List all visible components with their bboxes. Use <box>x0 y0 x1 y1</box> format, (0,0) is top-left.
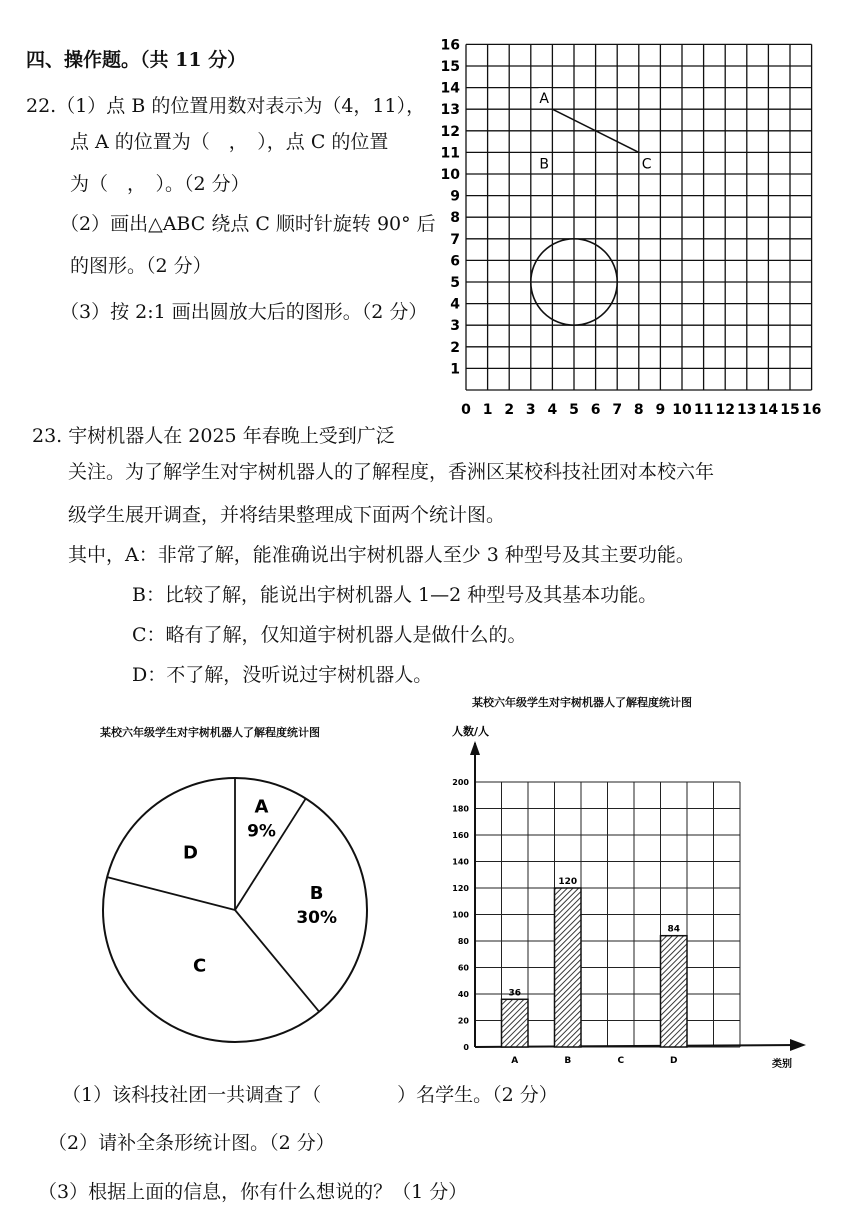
x-tick-label: 14 <box>758 402 779 418</box>
x-tick-label: 13 <box>737 402 757 418</box>
y-tick-label: 1 <box>450 361 460 378</box>
x-tick-label: 0 <box>461 402 471 418</box>
x-tick-label: 7 <box>612 402 623 418</box>
x-tick-label: 8 <box>633 402 644 418</box>
x-tick-label: 3 <box>525 402 536 418</box>
q22-line2: 点 A 的位置为（ ， ），点 C 的位置 <box>70 131 389 153</box>
bar-title: 某校六年级学生对宇树机器人了解程度统计图 <box>472 696 692 709</box>
y-tick-label: 20 <box>457 1016 469 1026</box>
y-tick-label: 140 <box>452 857 469 867</box>
pie-slice-label: B <box>309 882 324 904</box>
x-tick-label: 9 <box>655 402 666 418</box>
coordinate-grid <box>440 28 820 420</box>
bar-D <box>661 936 688 1047</box>
y-tick-label: 4 <box>450 296 460 313</box>
x-tick-label: 16 <box>801 402 822 418</box>
y-tick-label: 7 <box>450 231 460 248</box>
section-title: 四、操作题。（共 11 分） <box>26 49 247 71</box>
pie-slice-label: C <box>193 955 207 977</box>
bar-A <box>502 999 529 1047</box>
point-label: A <box>539 91 549 108</box>
y-tick-label: 100 <box>452 910 469 920</box>
x-tick-label: 2 <box>504 402 515 418</box>
q23-sub1: （1）该科技社团一共调查了（ ）名学生。（2 分） <box>62 1084 558 1106</box>
x-tick-label: 10 <box>672 402 692 418</box>
x-axis-label: 类别 <box>772 1059 792 1070</box>
y-tick-label: 9 <box>450 188 460 205</box>
x-tick-label: 1 <box>482 402 493 418</box>
pie-slice-percent: 30% <box>296 907 338 928</box>
y-tick-label: 0 <box>463 1043 469 1052</box>
pie-title: 某校六年级学生对宇树机器人了解程度统计图 <box>100 726 320 739</box>
x-tick-label: 6 <box>590 402 601 418</box>
bar-value-label: 120 <box>558 877 578 887</box>
q22-line5: 的图形。（2 分） <box>70 255 212 277</box>
q23-line7: D：不了解，没听说过宇树机器人。 <box>132 664 433 686</box>
y-tick-label: 14 <box>440 80 460 97</box>
x-tick-label: 11 <box>693 402 714 418</box>
q23-line4: 其中，A：非常了解，能准确说出宇树机器人至少 3 种型号及其主要功能。 <box>68 544 695 566</box>
q23-sub3: （3）根据上面的信息，你有什么想说的？（1 分） <box>38 1181 468 1203</box>
y-tick-label: 40 <box>457 990 469 999</box>
q23-line2: 关注。为了解学生对宇树机器人的了解程度，香洲区某校科技社团对本校六年 <box>68 461 715 483</box>
bar-value-label: 36 <box>508 988 522 999</box>
y-tick-label: 120 <box>452 884 469 893</box>
y-tick-label: 16 <box>440 37 460 54</box>
y-tick-label: 6 <box>450 253 460 270</box>
point-label: C <box>641 156 652 173</box>
q22-line3: 为（ ， ）。（2 分） <box>70 173 250 195</box>
q23-line5: B：比较了解，能说出宇树机器人 1—2 种型号及其基本功能。 <box>132 584 658 606</box>
pie-slice-percent: 9% <box>247 821 276 842</box>
y-axis-arrow <box>470 741 480 755</box>
y-tick-label: 15 <box>440 59 460 75</box>
bar-chart <box>440 715 792 1075</box>
y-tick-label: 3 <box>450 318 460 335</box>
pie-chart <box>90 770 380 1060</box>
q23-line6: C：略有了解，仅知道宇树机器人是做什么的。 <box>132 624 527 646</box>
y-tick-label: 12 <box>440 123 460 140</box>
bar-value-label: 84 <box>667 924 681 935</box>
x-axis-arrow <box>790 1039 806 1051</box>
x-tick-label: 5 <box>569 402 579 418</box>
pie-slice-label: A <box>254 796 269 818</box>
q23-line3: 级学生展开调查，并将结果整理成下面两个统计图。 <box>68 504 506 526</box>
y-tick-label: 180 <box>452 804 469 814</box>
pie-slice-label: D <box>183 842 198 864</box>
y-tick-label: 13 <box>440 102 460 119</box>
y-tick-label: 2 <box>450 339 460 356</box>
y-tick-label: 200 <box>452 778 469 787</box>
y-tick-label: 60 <box>457 963 469 973</box>
q23-sub2: （2）请补全条形统计图。（2 分） <box>48 1132 335 1154</box>
y-tick-label: 5 <box>450 275 460 291</box>
y-tick-label: 11 <box>440 145 460 162</box>
y-tick-label: 8 <box>450 210 460 227</box>
q23-line1: 23. 宇树机器人在 2025 年春晚上受到广泛 <box>32 425 395 447</box>
x-tick-label: C <box>617 1056 625 1066</box>
q22-line1: 22.（1）点 B 的位置用数对表示为（4，11）， <box>26 95 426 117</box>
point-label: B <box>539 156 550 173</box>
bar-B <box>555 888 582 1047</box>
x-tick-label: 15 <box>780 402 800 418</box>
y-tick-label: 10 <box>440 167 460 183</box>
y-axis-label: 人数/人 <box>452 725 490 738</box>
x-tick-label: 4 <box>547 402 558 418</box>
q22-line6: （3）按 2:1 画出圆放大后的图形。（2 分） <box>60 301 428 323</box>
x-tick-label: 12 <box>715 402 735 418</box>
y-tick-label: 160 <box>452 831 469 840</box>
y-tick-label: 80 <box>457 937 469 946</box>
q22-line4: （2）画出△ABC 绕点 C 顺时针旋转 90° 后 <box>60 213 436 235</box>
x-tick-label: D <box>670 1056 678 1066</box>
x-tick-label: B <box>564 1056 572 1066</box>
x-tick-label: A <box>511 1056 519 1066</box>
